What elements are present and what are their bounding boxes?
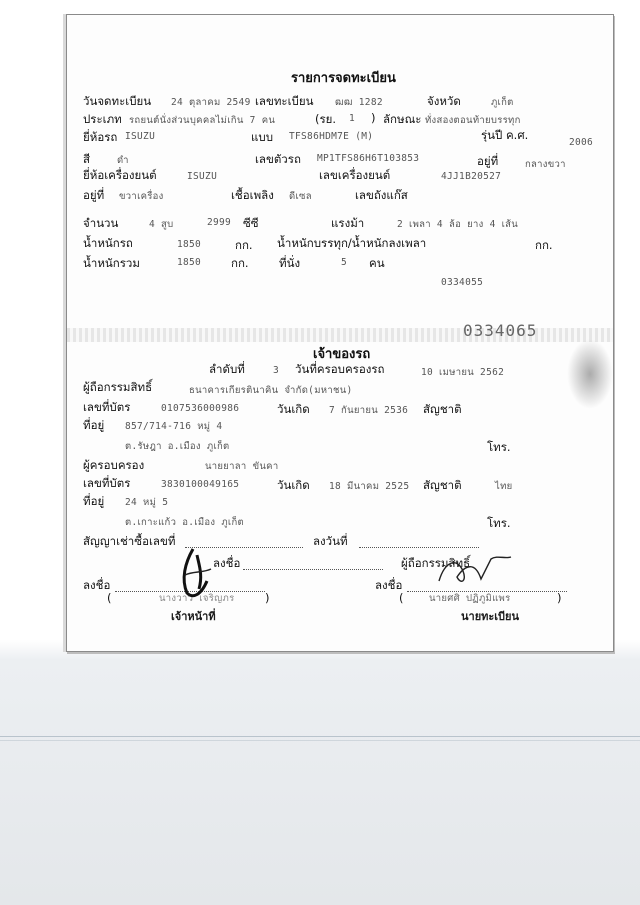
owner-label: ผู้ถือกรรมสิทธิ์ — [83, 380, 153, 394]
birth-label: วันเกิด — [277, 402, 310, 416]
persons-label: คน — [369, 256, 385, 270]
seats-label: ที่นั่ง — [279, 256, 301, 270]
type-value: รถยนต์นั่งส่วนบุคคลไม่เกิน 7 คน — [129, 115, 276, 126]
engine-no-value: 4JJ1B20527 — [441, 171, 502, 182]
nationality2-value: ไทย — [495, 481, 513, 492]
address2-line2: ต.เกาะแก้ว อ.เมือง ภูเก็ต — [125, 517, 244, 528]
id-no-label: เลขที่บัตร — [83, 400, 131, 414]
location-label: อยู่ที่ — [477, 154, 499, 168]
gas-tank-label: เลขถังแก๊ส — [355, 188, 408, 202]
hire-purchase-label: สัญญาเช่าซื้อเลขที่ — [83, 534, 176, 548]
copy-artifact-line — [0, 736, 640, 737]
id-no2-value: 3830100049165 — [161, 479, 240, 490]
copy-artifact-line — [0, 740, 640, 741]
hp-label: แรงม้า — [331, 216, 365, 230]
officer-signature — [163, 545, 223, 601]
scan-smudge — [567, 339, 613, 409]
officer-name: นางวาว เจริญภร — [159, 593, 235, 604]
owner-title: เจ้าของรถ — [313, 347, 371, 362]
possession-date-label: วันที่ครอบครองรถ — [295, 362, 385, 376]
total-weight-value: 1850 — [177, 257, 202, 268]
dated-line — [359, 547, 479, 548]
kg3-label: กก. — [231, 256, 249, 270]
kg2-label: กก. — [535, 238, 553, 252]
possessor-value: นายยาลา ขันคา — [205, 461, 279, 472]
owner-sign-label: ผู้ถือกรรมสิทธิ์ — [401, 556, 471, 570]
cc-value: 2999 — [207, 217, 232, 228]
type-label: ประเภท — [83, 112, 122, 126]
load-label: น้ำหนักบรรทุก/น้ำหนักลงเพลา — [277, 236, 427, 250]
possessor-label: ผู้ครอบครอง — [83, 458, 145, 472]
officer-paren-open: ( — [107, 591, 112, 605]
reg-no-value: ฒฒ 1282 — [335, 97, 383, 108]
model-year-label: รุ่นปี ค.ศ. — [481, 128, 529, 142]
reg-date-value: 24 ตุลาคม 2549 — [171, 97, 251, 108]
weight-value: 1850 — [177, 239, 202, 250]
rs-value: 1 — [349, 113, 356, 124]
fuel-value: ดีเซล — [289, 191, 312, 202]
characteristic-value: ทั่งสองตอนท้ายบรรทุก — [425, 115, 521, 126]
birth-value: 7 กันยายน 2536 — [329, 405, 409, 416]
reg-no-label: เลขทะเบียน — [255, 94, 314, 108]
dated-label: ลงวันที่ — [313, 534, 348, 548]
color-label: สี — [83, 152, 91, 166]
engine-no-label: เลขเครื่องยนต์ — [319, 168, 391, 182]
engine-brand-value: ISUZU — [187, 171, 218, 182]
registration-title: รายการจดทะเบียน — [291, 71, 396, 86]
registrar-label: นายทะเบียน — [461, 610, 520, 623]
color-value: ดำ — [117, 155, 129, 166]
rs-close: ) — [371, 111, 376, 125]
location-value: กลางขวา — [525, 159, 566, 170]
brand-value: ISUZU — [125, 131, 156, 142]
reg-date-label: วันจดทะเบียน — [83, 94, 152, 108]
registration-document — [66, 14, 614, 652]
sign-name-label: ลงชื่อ — [213, 556, 241, 570]
nationality2-label: สัญชาติ — [423, 478, 462, 492]
chassis-label: เลขตัวรถ — [255, 152, 301, 166]
count-label: จำนวน — [83, 216, 119, 230]
cylinders-value: 4 สูบ — [149, 219, 174, 230]
sign-left-label: ลงชื่อ — [83, 578, 111, 592]
officer-paren-close: ) — [265, 591, 270, 605]
brand-label: ยี่ห้อรถ — [83, 130, 118, 144]
id-no2-label: เลขที่บัตร — [83, 476, 131, 490]
phone-label: โทร. — [487, 440, 511, 454]
possession-date-value: 10 เมษายน 2562 — [421, 367, 505, 378]
order-value: 3 — [273, 365, 280, 376]
model-label: แบบ — [251, 130, 274, 144]
rs-label: (รย. — [315, 112, 337, 126]
registrar-paren-close: ) — [557, 591, 562, 605]
id-no-value: 0107536000986 — [161, 403, 240, 414]
order-label: ลำดับที่ — [209, 362, 245, 376]
model-value: TFS86HDM7E (M) — [289, 131, 374, 142]
address2-label: ที่อยู่ — [83, 494, 105, 508]
sign-name-line — [243, 569, 383, 570]
model-year-value: 2006 — [569, 137, 594, 148]
hp-value: 2 เพลา 4 ล้อ ยาง 4 เส้น — [397, 219, 519, 230]
registrar-paren-open: ( — [399, 591, 404, 605]
province-label: จังหวัด — [427, 94, 461, 108]
phone2-label: โทร. — [487, 516, 511, 530]
nationality-label: สัญชาติ — [423, 402, 462, 416]
kg-label: กก. — [235, 238, 253, 252]
document-serial: 0334055 — [441, 277, 484, 288]
engine-brand-label: ยี่ห้อเครื่องยนต์ — [83, 168, 157, 182]
total-weight-label: น้ำหนักรวม — [83, 256, 140, 270]
address-label: ที่อยู่ — [83, 418, 105, 432]
birth2-label: วันเกิด — [277, 478, 310, 492]
birth2-value: 18 มีนาคม 2525 — [329, 481, 410, 492]
chassis-value: MP1TFS86H6T103853 — [317, 153, 420, 164]
address-line2: ต.รัษฎา อ.เมือง ภูเก็ต — [125, 441, 230, 452]
registrar-name: นายศศิ ปฏิภูมิแพร — [429, 593, 511, 604]
serial-overlay: 0334065 — [463, 321, 538, 340]
owner-value: ธนาคารเกียรตินาคิน จำกัด(มหาชน) — [189, 385, 353, 396]
sign-right-label: ลงชื่อ — [375, 578, 403, 592]
cc-label: ซีซี — [243, 216, 259, 230]
location2-label: อยู่ที่ — [83, 188, 105, 202]
province-value: ภูเก็ต — [491, 97, 514, 108]
seats-value: 5 — [341, 257, 348, 268]
characteristic-label: ลักษณะ — [383, 112, 422, 126]
registrar-signature — [435, 551, 515, 591]
weight-label: น้ำหนักรถ — [83, 236, 133, 250]
officer-label: เจ้าหน้าที่ — [171, 610, 216, 623]
address2-line1: 24 หมู่ 5 — [125, 497, 169, 508]
address-line1: 857/714-716 หมู่ 4 — [125, 421, 223, 432]
fuel-label: เชื้อเพลิง — [231, 188, 274, 202]
location2-value: ขวาเครื่อง — [119, 191, 164, 202]
